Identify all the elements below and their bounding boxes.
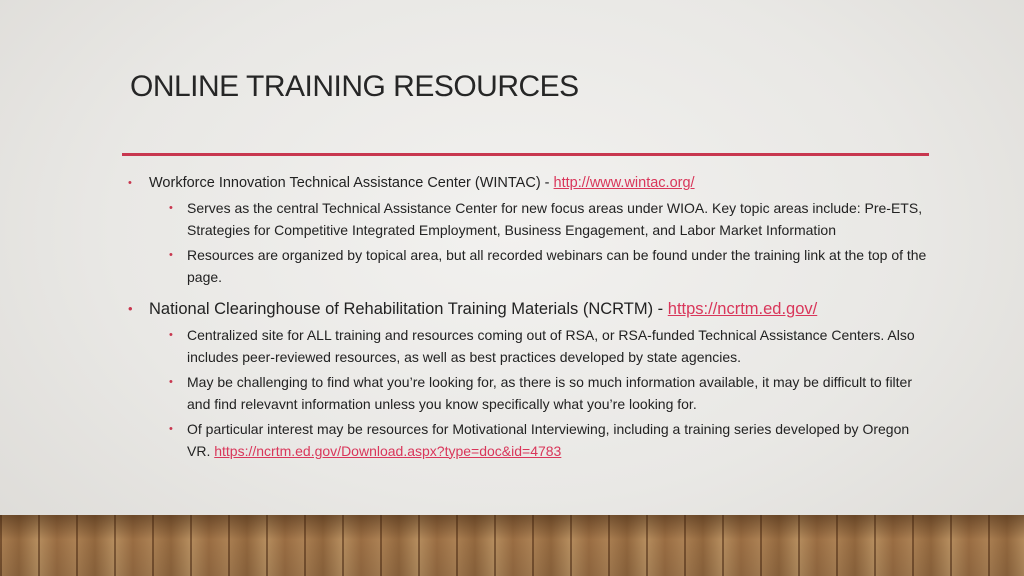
ncrtm-subitem-2 bbox=[149, 372, 928, 415]
wintac-text: Workforce Innovation Technical Assistance Center (WINTAC) - bbox=[149, 175, 554, 191]
bullet-icon: • bbox=[169, 249, 173, 261]
bullet-icon: • bbox=[169, 423, 173, 435]
ncrtm-subitem-2-text: May be challenging to find what you’re looking for, as there is so much information available, it may be difficult to filter and find relevavnt information unless you know specifically what you’re looking for. bbox=[187, 374, 913, 412]
ncrtm-subitem-1 bbox=[149, 325, 928, 368]
wintac-sublist bbox=[128, 198, 928, 288]
floor-shadow bbox=[0, 515, 1024, 576]
bullet-icon: • bbox=[128, 177, 132, 189]
motivational-interviewing-link[interactable]: https://ncrtm.ed.gov/Download.aspx?type=doc&id=4783 bbox=[214, 442, 562, 459]
bullet-icon: • bbox=[169, 202, 173, 214]
ncrtm-sublist bbox=[128, 325, 928, 462]
ncrtm-text: National Clearinghouse of Rehabilitation Training Materials (NCRTM) - bbox=[149, 300, 668, 318]
title-divider bbox=[122, 153, 929, 156]
bullet-icon: • bbox=[169, 329, 173, 341]
slide-title: ONLINE TRAINING RESOURCES bbox=[130, 70, 579, 103]
bullet-icon: • bbox=[128, 301, 133, 316]
bullet-wintac bbox=[128, 172, 928, 194]
ncrtm-link[interactable]: https://ncrtm.ed.gov/ bbox=[667, 300, 818, 318]
slide-content bbox=[128, 172, 928, 462]
ncrtm-subitem-1-text: Centralized site for ALL training and resources coming out of RSA, or RSA-funded Technical Assistance Centers. Also includes peer-reviewed resources, as well as best practices developed by state agencies. bbox=[187, 327, 915, 365]
bullet-ncrtm bbox=[128, 297, 928, 321]
ncrtm-subitem-3-text: Of particular interest may be resources for Motivational Interviewing, including a training series developed by Oregon VR. bbox=[187, 421, 910, 459]
wintac-subitem-1 bbox=[149, 198, 928, 241]
wintac-subitem-2-text: Resources are organized by topical area, but all recorded webinars can be found under the training link at the top of the page. bbox=[187, 247, 927, 285]
wintac-subitem-2 bbox=[149, 245, 928, 288]
bullet-icon: • bbox=[169, 376, 173, 388]
wintac-subitem-1-text: Serves as the central Technical Assistance Center for new focus areas under WIOA. Key topic areas include: Pre-ETS, Strategies for Competitive Integrated Employment, Business Engagement, and Labor Market Information bbox=[187, 200, 923, 238]
ncrtm-subitem-3 bbox=[149, 419, 928, 462]
wintac-link[interactable]: http://www.wintac.org/ bbox=[553, 175, 695, 191]
